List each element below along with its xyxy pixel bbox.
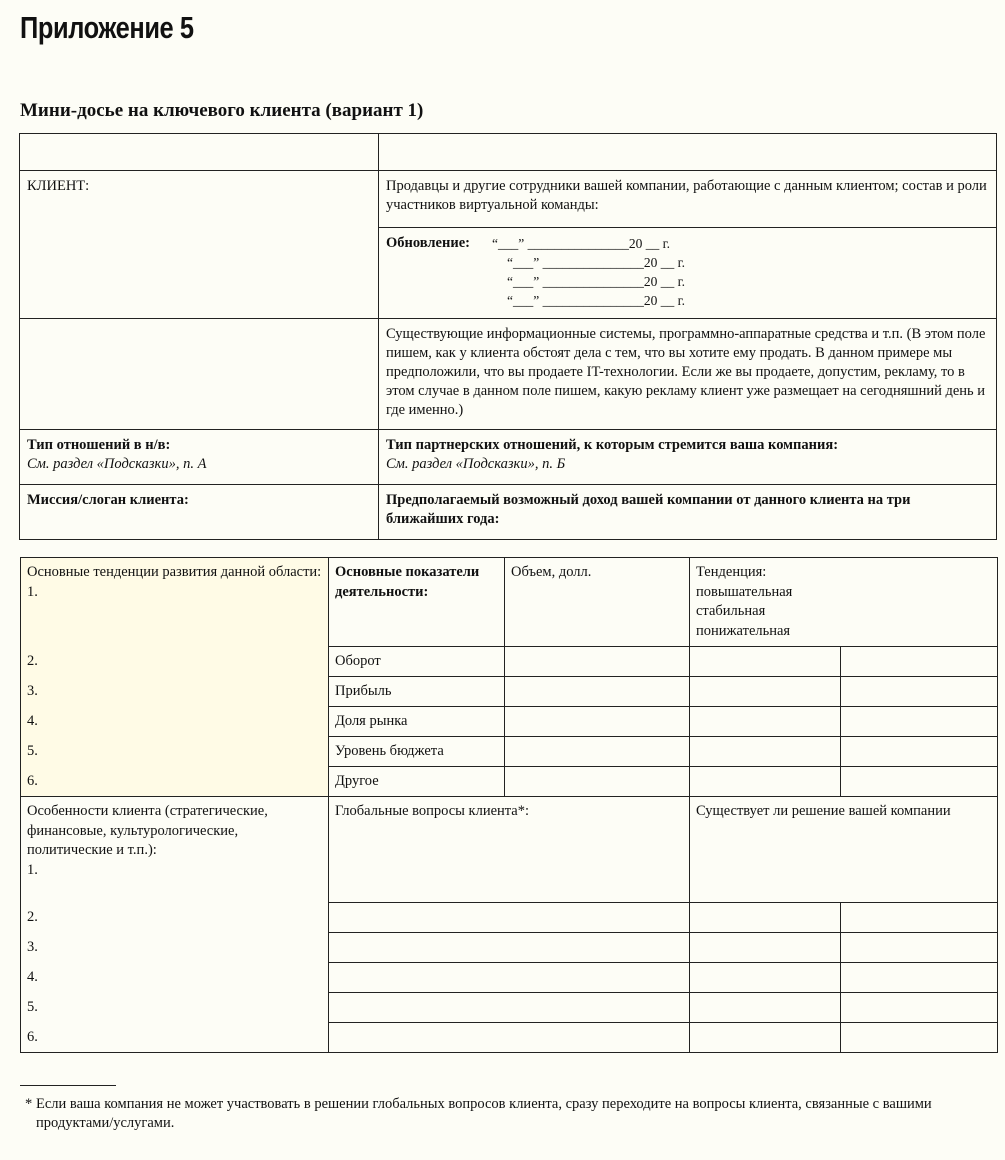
trend-header [690, 558, 998, 647]
partner-hint: См. раздел «Подсказки», п. Б [386, 456, 566, 472]
volume-label: Объем, долл. [511, 564, 592, 580]
solution-input[interactable] [841, 933, 998, 963]
trend-number-cell[interactable] [21, 647, 329, 677]
document-title: Мини-досье на ключевого клиента (вариант 1) [20, 100, 424, 121]
feature-number-cell[interactable] [21, 933, 329, 963]
volume-input-cell[interactable] [505, 647, 690, 677]
solution-header [690, 797, 998, 903]
feature-number-cell[interactable] [21, 993, 329, 1023]
trend-option: понижательная [696, 622, 791, 639]
relation-label: Тип отношений в н/в: [27, 437, 171, 453]
global-question-input[interactable] [329, 933, 690, 963]
team-label: Продавцы и другие сотрудники вашей компании, работающие с данным клиентом; состав и роли участников виртуальной команды: [386, 178, 987, 213]
client-label: КЛИЕНТ: [27, 178, 90, 194]
indicators-label: Основные показатели деятельности: [335, 564, 480, 600]
solution-input[interactable] [841, 1023, 998, 1053]
trend-input-cell[interactable] [841, 647, 998, 677]
feature-number: 4. [27, 968, 38, 985]
partner-cell[interactable] [379, 430, 997, 485]
feature-number-cell[interactable] [21, 963, 329, 993]
feature-number-cell[interactable] [21, 1023, 329, 1053]
partner-label: Тип партнерских отношений, к которым стремится ваша компания: [386, 437, 839, 453]
trend-label: Тенденция: [696, 564, 767, 580]
empty-cell[interactable] [20, 319, 379, 430]
feature-number: 1. [27, 861, 38, 878]
indicator-cell [329, 707, 505, 737]
features-label: Особенности клиента (стратегические, финансовые, культурологические, политические и т.п.): [27, 803, 268, 858]
trend-input-cell[interactable] [690, 707, 841, 737]
systems-cell[interactable] [379, 319, 997, 430]
footnote-marker: * [25, 1096, 33, 1112]
indicator-label: Оборот [335, 653, 381, 669]
solution-input[interactable] [690, 933, 841, 963]
indicator-label: Другое [335, 773, 379, 789]
trend-input-cell[interactable] [690, 647, 841, 677]
solution-input[interactable] [690, 963, 841, 993]
trend-number: 4. [27, 712, 38, 729]
indicator-cell [329, 647, 505, 677]
trend-option: повышательная [696, 583, 793, 600]
indicator-cell [329, 737, 505, 767]
global-question-input[interactable] [329, 1023, 690, 1053]
feature-number: 3. [27, 938, 38, 955]
mission-label: Миссия/слоган клиента: [27, 492, 189, 508]
empty-cell[interactable] [20, 134, 379, 171]
income-label: Предполагаемый возможный доход вашей компании от данного клиента на три ближайших года: [386, 492, 911, 527]
trend-input-cell[interactable] [841, 707, 998, 737]
relation-hint: См. раздел «Подсказки», п. А [27, 456, 207, 472]
indicator-cell [329, 767, 505, 797]
trend-number-cell[interactable] [21, 677, 329, 707]
footnote [25, 1095, 986, 1133]
indicator-label: Уровень бюджета [335, 743, 444, 759]
indicator-label: Прибыль [335, 683, 392, 699]
client-cell[interactable] [20, 171, 379, 319]
empty-cell[interactable] [379, 134, 997, 171]
global-question-input[interactable] [329, 963, 690, 993]
client-info-table [19, 133, 997, 540]
indicator-label: Доля рынка [335, 713, 408, 729]
mission-cell[interactable] [20, 485, 379, 540]
solution-input[interactable] [690, 1023, 841, 1053]
indicator-cell [329, 677, 505, 707]
global-questions-header [329, 797, 690, 903]
solution-input[interactable] [841, 963, 998, 993]
trend-number-cell[interactable] [21, 737, 329, 767]
solution-input[interactable] [690, 993, 841, 1023]
update-label: Обновление: [386, 235, 470, 251]
features-cell[interactable] [21, 797, 329, 903]
global-questions-label: Глобальные вопросы клиента*: [335, 803, 530, 819]
feature-number: 2. [27, 908, 38, 925]
indicators-header [329, 558, 505, 647]
systems-text: Существующие информационные системы, программно-аппаратные средства и т.п. (В этом поле пишем, как у клиента обстоят дела с тем, что вы хотите ему продать. В данном примере мы предположили, что вы продаете IT-технологии. Если же вы продаете, допустим, рекламу, то в этом случае в данном поле пишем, какую рекламу клиент уже размещает на сегодняшний день и где именно.) [386, 326, 986, 418]
footnote-divider [20, 1085, 116, 1086]
trends-cell[interactable] [21, 558, 329, 647]
appendix-title: Приложение 5 [20, 10, 194, 45]
income-cell[interactable] [379, 485, 997, 540]
trend-number: 2. [27, 652, 38, 669]
update-date-line[interactable]: “___” _______________20 __ г. [492, 236, 670, 251]
volume-input-cell[interactable] [505, 707, 690, 737]
trend-input-cell[interactable] [841, 737, 998, 767]
volume-input-cell[interactable] [505, 767, 690, 797]
trend-number: 3. [27, 682, 38, 699]
volume-input-cell[interactable] [505, 737, 690, 767]
solution-input[interactable] [841, 903, 998, 933]
volume-header [505, 558, 690, 647]
feature-number: 6. [27, 1028, 38, 1045]
trend-number: 5. [27, 742, 38, 759]
update-date-line[interactable]: “___” _______________20 __ г. [507, 293, 685, 308]
update-dates [482, 234, 685, 310]
client-analysis-table [20, 557, 998, 1053]
trend-input-cell[interactable] [841, 677, 998, 707]
trends-label: Основные тенденции развития данной области: [27, 564, 322, 580]
update-date-line[interactable]: “___” _______________20 __ г. [507, 274, 685, 289]
trend-number-cell[interactable] [21, 767, 329, 797]
trend-option: стабильная [696, 603, 766, 619]
footnote-text: Если ваша компания не может участвовать в решении глобальных вопросов клиента, сразу переходите на вопросы клиента, связанные с вашими продуктами/услугами. [36, 1096, 932, 1131]
team-cell[interactable] [379, 171, 997, 228]
solution-label: Существует ли решение вашей компании [696, 803, 951, 819]
trend-input-cell[interactable] [690, 767, 841, 797]
volume-input-cell[interactable] [505, 677, 690, 707]
update-date-line[interactable]: “___” _______________20 __ г. [507, 255, 685, 270]
trend-number: 1. [27, 583, 38, 600]
feature-number-cell[interactable] [21, 903, 329, 933]
trend-number: 6. [27, 772, 38, 789]
global-question-input[interactable] [329, 903, 690, 933]
solution-input[interactable] [841, 993, 998, 1023]
relation-cell[interactable] [20, 430, 379, 485]
trend-input-cell[interactable] [690, 677, 841, 707]
feature-number: 5. [27, 998, 38, 1015]
trend-number-cell[interactable] [21, 707, 329, 737]
trend-input-cell[interactable] [690, 737, 841, 767]
trend-input-cell[interactable] [841, 767, 998, 797]
global-question-input[interactable] [329, 993, 690, 1023]
update-cell[interactable] [379, 228, 997, 319]
solution-input[interactable] [690, 903, 841, 933]
